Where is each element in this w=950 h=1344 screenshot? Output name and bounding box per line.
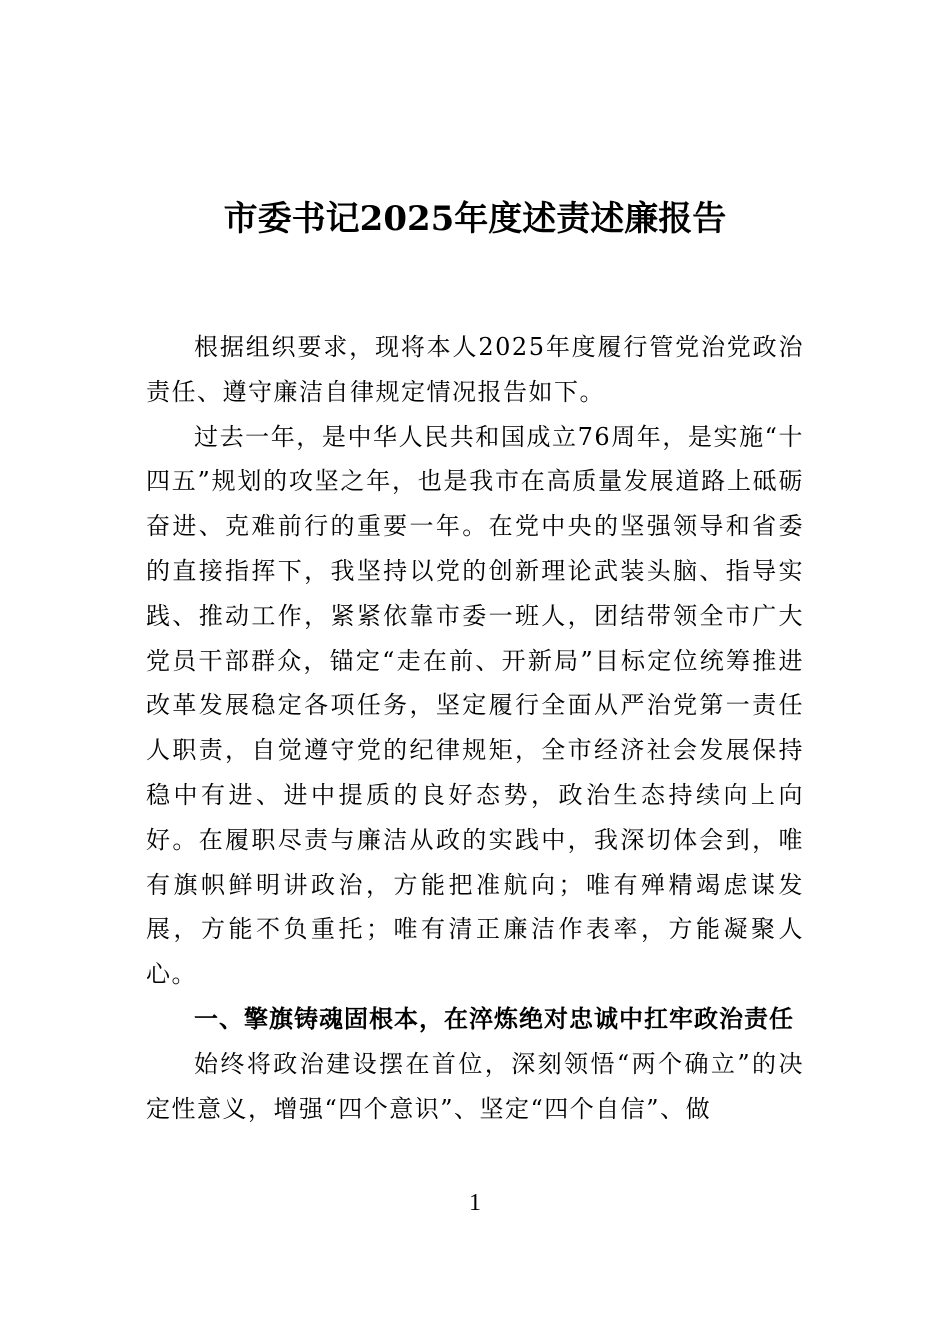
document-body <box>146 325 804 1131</box>
section-heading-1: 一、擎旗铸魂固根本，在淬炼绝对忠诚中扛牢政治责任 <box>194 1004 794 1033</box>
overview-paragraph: 过去一年，是中华人民共和国成立76周年，是实施“十四五”规划的攻坚之年，也是我市在高质量发展道路上砥砺奋进、克难前行的重要一年。在党中央的坚强领导和省委的直接指挥下，我坚持以党的创新理论武装头脑、指导实践、推动工作，紧紧依靠市委一班人，团结带领全市广大党员干部群众，锚定“走在前、开新局”目标定位统筹推进改革发展稳定各项任务，坚定履行全面从严治党第一责任人职责，自觉遵守党的纪律规矩，全市经济社会发展保持稳中有进、进中提质的良好态势，政治生态持续向上向好。在履职尽责与廉洁从政的实践中，我深切体会到，唯有旗帜鲜明讲政治，方能把准航向；唯有殚精竭虑谋发展，方能不负重托；唯有清正廉洁作表率，方能凝聚人心。 <box>146 422 804 989</box>
page-number: 1 <box>469 1190 481 1216</box>
document-title: 市委书记2025年度述责述廉报告 <box>223 199 727 239</box>
section-1-paragraph: 始终将政治建设摆在首位，深刻领悟“两个确立”的决定性意义，增强“四个意识”、坚定“四个自信”、做 <box>146 1049 804 1123</box>
intro-paragraph: 根据组织要求，现将本人2025年度履行管党治党政治责任、遵守廉洁自律规定情况报告如下。 <box>146 333 804 406</box>
